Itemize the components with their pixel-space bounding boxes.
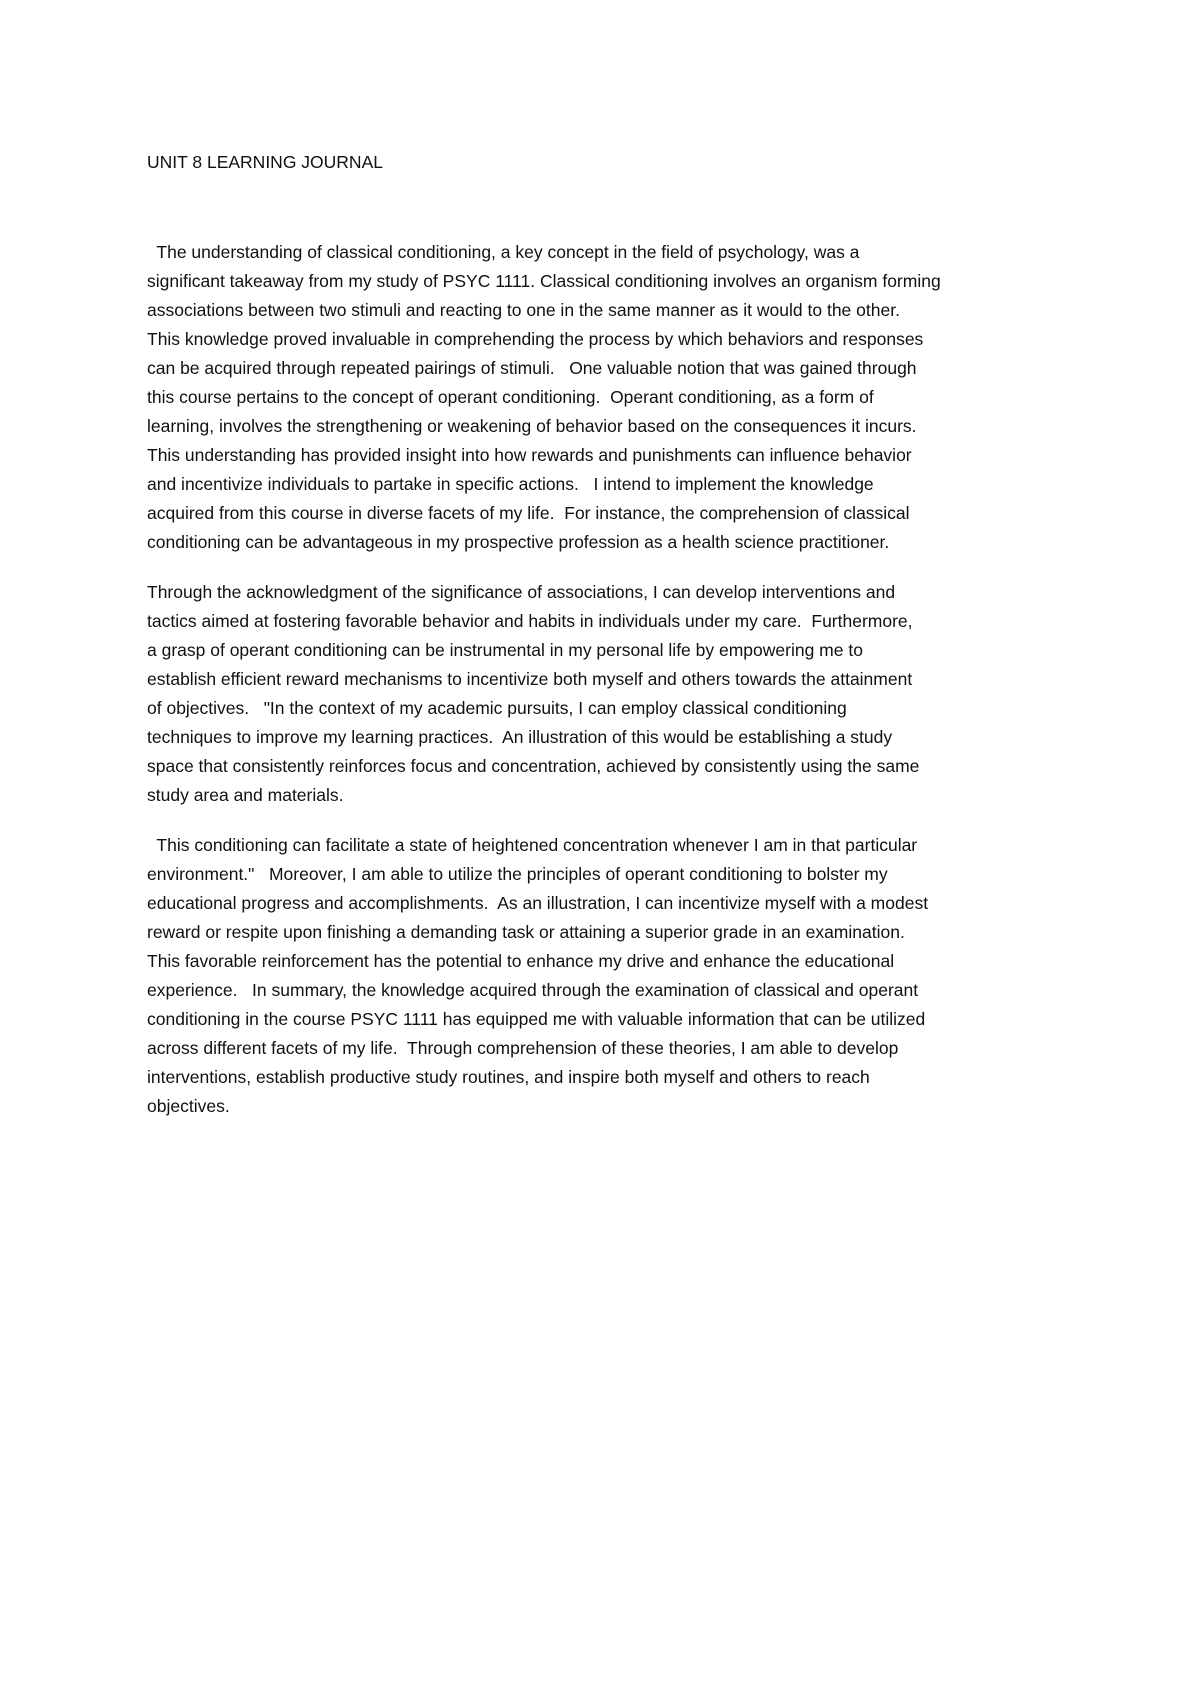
body-text-line: environment." Moreover, I am able to utilize the principles of operant conditioning to bolster my xyxy=(147,864,888,884)
body-text-line: tactics aimed at fostering favorable behavior and habits in individuals under my care. Furthermore, xyxy=(147,611,913,631)
body-text-line: This understanding has provided insight into how rewards and punishments can influence behavior xyxy=(147,445,912,465)
body-text-line: acquired from this course in diverse facets of my life. For instance, the comprehension of classical xyxy=(147,503,910,523)
body-text-line: conditioning can be advantageous in my prospective profession as a health science practitioner. xyxy=(147,532,890,552)
body-text-line: study area and materials. xyxy=(147,785,344,805)
body-text-line: techniques to improve my learning practices. An illustration of this would be establishing a study xyxy=(147,727,893,747)
body-text-line: establish efficient reward mechanisms to incentivize both myself and others towards the attainment xyxy=(147,669,913,689)
body-text-line: reward or respite upon finishing a demanding task or attaining a superior grade in an examination. xyxy=(147,922,905,942)
body-text-line: conditioning in the course PSYC 1111 has equipped me with valuable information that can be utilized xyxy=(147,1009,926,1029)
body-text-line: experience. In summary, the knowledge acquired through the examination of classical and operant xyxy=(147,980,919,1000)
body-text-line: a grasp of operant conditioning can be instrumental in my personal life by empowering me to xyxy=(147,640,863,660)
body-text-line: can be acquired through repeated pairings of stimuli. One valuable notion that was gained through xyxy=(147,358,917,378)
body-text-line: learning, involves the strengthening or weakening of behavior based on the consequences it incurs. xyxy=(147,416,917,436)
body-text-line: educational progress and accomplishments. As an illustration, I can incentivize myself with a modest xyxy=(147,893,929,913)
body-text-line: across different facets of my life. Through comprehension of these theories, I am able to develop xyxy=(147,1038,899,1058)
body-text-line: space that consistently reinforces focus and concentration, achieved by consistently using the same xyxy=(147,756,920,776)
body-text-line: significant takeaway from my study of PSYC 1111. Classical conditioning involves an organism forming xyxy=(147,271,941,291)
body-text-line: This conditioning can facilitate a state of heightened concentration whenever I am in that particular xyxy=(147,835,918,855)
body-text-line: and incentivize individuals to partake in specific actions. I intend to implement the knowledge xyxy=(147,474,874,494)
body-text-line: Through the acknowledgment of the significance of associations, I can develop interventions and xyxy=(147,582,896,602)
body-text-line: objectives. xyxy=(147,1096,230,1116)
body-text-line: interventions, establish productive study routines, and inspire both myself and others to reach xyxy=(147,1067,870,1087)
document-title: UNIT 8 LEARNING JOURNAL xyxy=(147,152,383,172)
body-text-line: this course pertains to the concept of operant conditioning. Operant conditioning, as a form of xyxy=(147,387,874,407)
body-text-line: This knowledge proved invaluable in comprehending the process by which behaviors and responses xyxy=(147,329,924,349)
body-text-line: This favorable reinforcement has the potential to enhance my drive and enhance the educational xyxy=(147,951,895,971)
body-text-line: of objectives. "In the context of my academic pursuits, I can employ classical conditioning xyxy=(147,698,847,718)
body-text-line: The understanding of classical conditioning, a key concept in the field of psychology, was a xyxy=(147,242,860,262)
body-text-line: associations between two stimuli and reacting to one in the same manner as it would to the other. xyxy=(147,300,900,320)
